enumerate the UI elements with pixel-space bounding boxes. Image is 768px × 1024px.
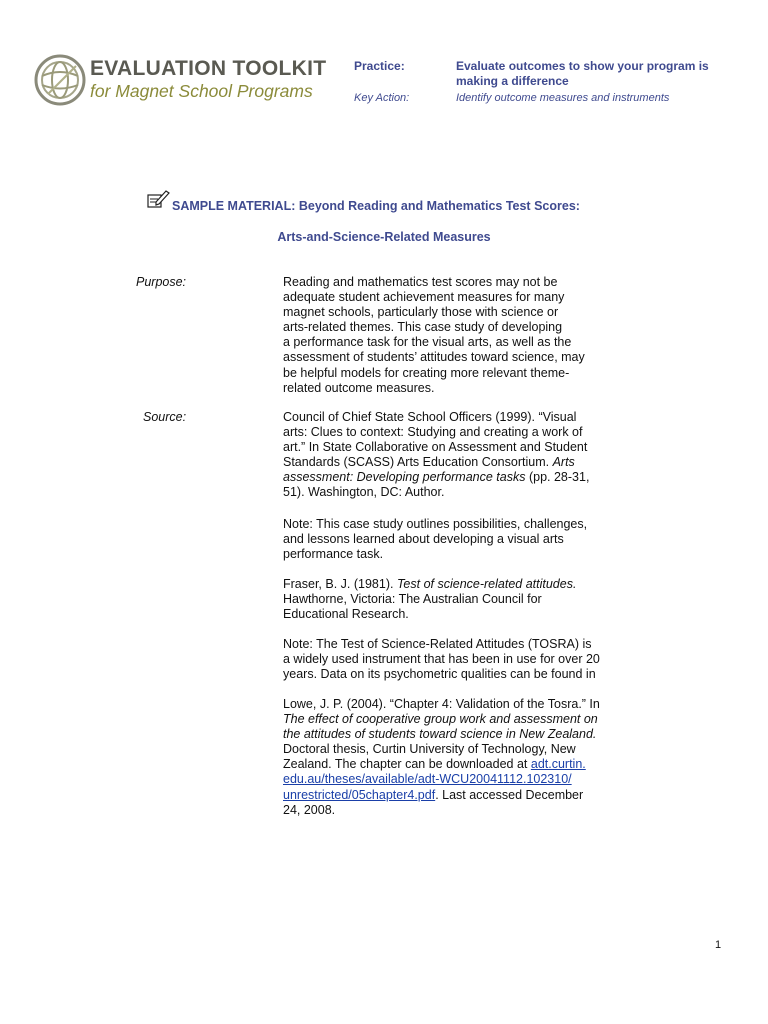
note-line: performance task. bbox=[283, 547, 384, 562]
page-number: 1 bbox=[715, 939, 722, 951]
reference-line: 24, 2008. bbox=[283, 802, 336, 817]
reference-italic-title: Test of science-related attitudes. bbox=[396, 577, 577, 591]
reference-line bbox=[283, 788, 643, 803]
purpose-line: adequate student achievement measures for many bbox=[283, 290, 565, 305]
key-action-label: Key Action: bbox=[354, 92, 410, 104]
reference-line: 51). Washington, DC: Author. bbox=[283, 485, 445, 500]
purpose-text bbox=[283, 275, 643, 396]
reference-italic-title: assessment: Developing performance tasks bbox=[283, 470, 526, 485]
reference-text: (pp. 28-31, bbox=[525, 470, 590, 485]
purpose-line: be helpful models for creating more relevant theme- bbox=[283, 365, 570, 380]
thesis-chapter-link[interactable]: edu.au/theses/available/adt-WCU20041112.102310/ bbox=[283, 772, 572, 787]
thesis-chapter-link[interactable]: adt.curtin. bbox=[530, 757, 586, 772]
evaluation-toolkit-logo bbox=[34, 54, 334, 110]
purpose-line: arts-related themes. This case study of developing bbox=[283, 320, 563, 335]
purpose-line: a performance task for the visual arts, as well as the bbox=[283, 335, 572, 350]
note-tosra bbox=[283, 637, 643, 682]
purpose-line: Reading and mathematics test scores may not be bbox=[283, 275, 558, 289]
note-line: Note: The Test of Science-Related Attitudes (TOSRA) is bbox=[283, 637, 592, 651]
purpose-line: related outcome measures. bbox=[283, 380, 435, 395]
note-line: Note: This case study outlines possibilities, challenges, bbox=[283, 517, 588, 531]
source-label: Source: bbox=[143, 410, 187, 424]
reference-line: arts: Clues to context: Studying and creating a work of bbox=[283, 425, 583, 440]
logo-title: EVALUATION TOOLKIT bbox=[90, 57, 327, 80]
reference-fraser bbox=[283, 577, 643, 622]
reference-text: . Last accessed December bbox=[435, 787, 584, 802]
reference-line bbox=[283, 470, 643, 485]
reference-line: Lowe, J. P. (2004). “Chapter 4: Validation of the Tosra.” In bbox=[283, 697, 600, 711]
thesis-chapter-link[interactable]: unrestricted/05chapter4.pdf bbox=[283, 787, 436, 802]
practice-value: Evaluate outcomes to show your program is making a difference bbox=[456, 59, 709, 88]
note-pencil-icon bbox=[146, 188, 170, 210]
reference-text: Zealand. The chapter can be downloaded at bbox=[283, 757, 531, 772]
reference-line: Educational Research. bbox=[283, 607, 409, 622]
page-title-line-1: SAMPLE MATERIAL: Beyond Reading and Mathematics Test Scores: bbox=[172, 199, 580, 213]
logo-subtitle: for Magnet School Programs bbox=[90, 81, 313, 101]
reference-italic-title: the attitudes of students toward science in New Zealand. bbox=[283, 727, 597, 742]
reference-line bbox=[283, 577, 643, 592]
reference-lowe bbox=[283, 697, 643, 818]
reference-line bbox=[283, 772, 643, 787]
reference-line bbox=[283, 455, 643, 470]
reference-text: Standards (SCASS) Arts Education Consortium. bbox=[283, 455, 553, 470]
reference-line: Council of Chief State School Officers (1999). “Visual bbox=[283, 410, 577, 424]
note-line: and lessons learned about developing a visual arts bbox=[283, 532, 564, 547]
page-title-line-2: Arts-and-Science-Related Measures bbox=[277, 230, 491, 244]
reference-line: Doctoral thesis, Curtin University of Technology, New bbox=[283, 742, 576, 757]
reference-text: Fraser, B. J. (1981). bbox=[283, 577, 397, 591]
globe-logo-icon bbox=[34, 54, 86, 106]
reference-italic-title: Arts bbox=[552, 455, 575, 470]
note-visual-arts bbox=[283, 517, 643, 562]
reference-line bbox=[283, 757, 643, 772]
note-line: years. Data on its psychometric qualities can be found in bbox=[283, 667, 596, 682]
reference-ccsso bbox=[283, 410, 643, 501]
reference-line: art.” In State Collaborative on Assessment and Student bbox=[283, 440, 588, 455]
note-line: a widely used instrument that has been in use for over 20 bbox=[283, 652, 600, 667]
reference-italic-title: The effect of cooperative group work and assessment on bbox=[283, 712, 598, 727]
practice-label: Practice: bbox=[354, 59, 405, 73]
purpose-label: Purpose: bbox=[136, 275, 187, 289]
purpose-line: assessment of students’ attitudes toward science, may bbox=[283, 350, 585, 365]
purpose-line: magnet schools, particularly those with science or bbox=[283, 305, 559, 320]
reference-line: Hawthorne, Victoria: The Australian Council for bbox=[283, 592, 542, 607]
key-action-value: Identify outcome measures and instruments bbox=[456, 92, 670, 104]
